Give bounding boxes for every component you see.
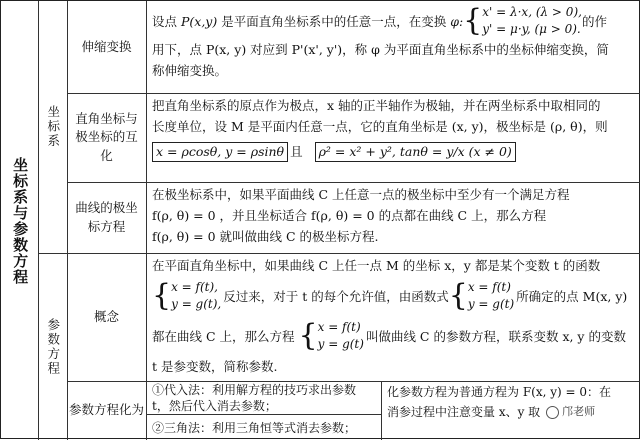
row-label-conversion: 直角坐标与极坐标的互化 bbox=[75, 111, 138, 163]
param-system-a: { x = f(t), y = g(t), bbox=[152, 278, 222, 313]
section-title-parametric: 参数方程 bbox=[45, 317, 61, 376]
row-content-concept: 在平面直角坐标中，如果曲线 C 上任一点 M 的坐标 x，y 都是某个变数 t 的函数 { x = f(t), y = g(t), 反过来，对于 t 的每个允许值，由函数式 { x = f(t) y = g(t) 所确定的点 M(x, y) 都在曲线 C 上，那么方程 { x = f(t) y = g(t) 叫做曲线 C 的参数方程，联系变数 x, y 的变数 t 是参变数，简称参数. bbox=[152, 258, 628, 374]
point-p: P(x,y) bbox=[177, 13, 222, 29]
row-content-conversion: 把直角坐标系的原点作为极点，x 轴的正半轴作为极轴，并在两坐标系中取相同的 长度单位，设 M 是平面内任意一点，它的直角坐标是 (x, y)，极坐标是 (ρ, θ)，则 x = ρcosθ, y = ρsinθ 且 ρ² = x² + y², tanθ = y/x (x ≠ 0) bbox=[146, 93, 640, 182]
scaling-transform: { x' = λ·x, (λ > 0), y' = μ·y, (μ > 0). bbox=[463, 3, 582, 38]
row-content-polar-equation: 在极坐标系中，如果平面曲线 C 上任意一点的极坐标中至少有一个满足方程 f(ρ, θ) = 0 ，并且坐标适合 f(ρ, θ) = 0 的点都在曲线 C 上，那么方程 f(ρ, θ) = 0 就叫做曲线 C 的极坐标方程. bbox=[152, 187, 570, 244]
row-content-general-form: 化参数方程为普通方程为 F(x, y) = 0：在 消参过程中注意变量 x、y 取 邝老师 bbox=[381, 381, 640, 440]
row-content-scaling: 设点 P(x,y) 是平面直角坐标系中的任意一点，在变换 φ: { x' = λ·x, (λ > 0), y' = μ·y, (μ > 0). 的作 用下，点 P(x, y) 对应到 P'(x', y')，称 φ 为平面直角坐标系中的坐标伸缩变换，简 称伸缩变换。 bbox=[152, 3, 609, 78]
main-category-text: 坐标系与参数方程 bbox=[11, 156, 30, 285]
param-system-c: { x = f(t) y = g(t) bbox=[298, 318, 364, 353]
method-substitution: ①代入法：利用解方程的技巧求出参数 t，然后代入消去参数； bbox=[152, 383, 357, 413]
param-system-b: { x = f(t) y = g(t) bbox=[448, 278, 515, 313]
row-label-scaling: 伸缩变换 bbox=[81, 38, 132, 54]
formula-polar-to-rect: x = ρcosθ, y = ρsinθ bbox=[152, 142, 288, 162]
method-trigonometric: ②三角法：利用三角恒等式消去参数； bbox=[152, 421, 357, 435]
row-label-polar-equation: 曲线的极坐标方程 bbox=[75, 200, 138, 234]
row-label-concept: 概念 bbox=[93, 308, 119, 324]
watermark-logo-icon bbox=[546, 406, 559, 419]
formula-rect-to-polar: ρ² = x² + y², tanθ = y/x (x ≠ 0) bbox=[315, 142, 516, 162]
section-title-coordinates: 坐标系 bbox=[45, 105, 61, 149]
watermark: 邝老师 bbox=[546, 402, 595, 422]
row-label-conversion-methods: 参数方程化为 bbox=[68, 402, 144, 418]
main-category bbox=[1, 1, 38, 440]
